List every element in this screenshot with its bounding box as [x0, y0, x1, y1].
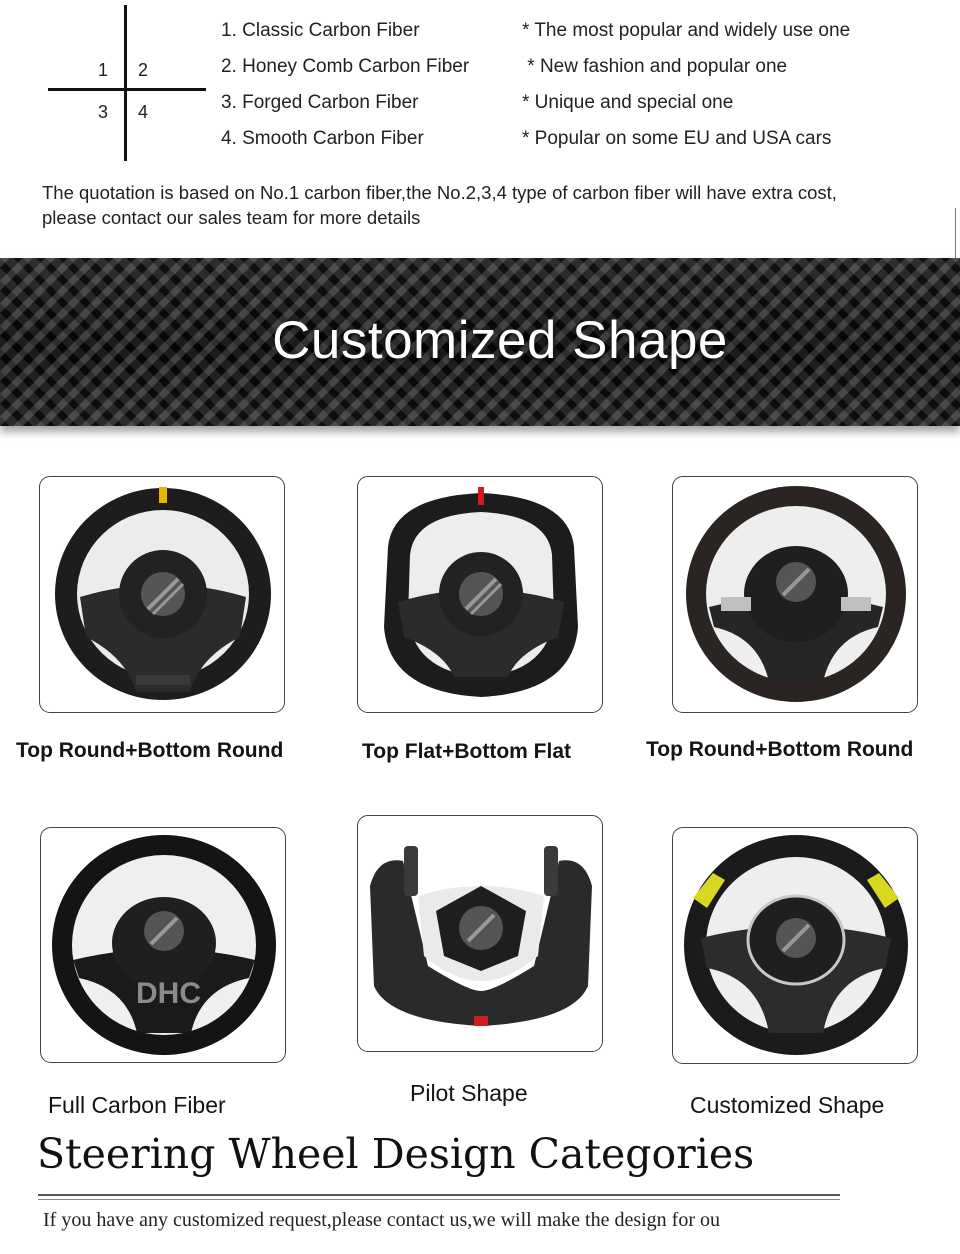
- quadrant-number-2: 2: [138, 60, 149, 80]
- carbon-type-row: [221, 92, 941, 128]
- carbon-type-note: * Popular on some EU and USA cars: [522, 128, 832, 149]
- banner-title: Customized Shape: [272, 311, 728, 370]
- footer-rule-thin: [38, 1199, 840, 1200]
- footer-title: Steering Wheel Design Categories: [37, 1130, 755, 1178]
- carbon-type-row: [221, 128, 941, 164]
- carbon-type-name: 4. Smooth Carbon Fiber: [221, 128, 424, 149]
- footer-rule: [38, 1194, 840, 1196]
- product-card[interactable]: [39, 476, 285, 713]
- quadrant-horizontal-line: [48, 88, 206, 91]
- quadrant-vertical-line: [124, 5, 127, 161]
- quadrant-number-3: 3: [98, 102, 109, 122]
- carbon-type-row: [221, 56, 941, 92]
- carbon-type-name: 2. Honey Comb Carbon Fiber: [221, 56, 470, 77]
- carbon-type-note: * Unique and special one: [522, 92, 734, 113]
- edge-divider: [955, 208, 956, 260]
- quotation-line-1: The quotation is based on No.1 carbon fiber,the No.2,3,4 type of carbon fiber will have extra cost,: [42, 182, 837, 203]
- product-card[interactable]: [40, 827, 286, 1063]
- steering-wheel-image: [673, 828, 918, 1064]
- carbon-fiber-banner: [0, 258, 960, 426]
- steering-wheel-image: [358, 477, 603, 713]
- steering-wheel-image: [358, 816, 603, 1052]
- product-card[interactable]: [672, 827, 918, 1064]
- carbon-type-name: 1. Classic Carbon Fiber: [221, 20, 420, 41]
- product-caption: Top Round+Bottom Round: [646, 738, 914, 761]
- footer-note: If you have any customized request,please contact us,we will make the design for ou: [43, 1209, 721, 1231]
- quadrant-number-4: 4: [138, 102, 149, 122]
- product-caption: Full Carbon Fiber: [48, 1092, 226, 1118]
- quotation-note: [42, 180, 942, 230]
- carbon-type-name: 3. Forged Carbon Fiber: [221, 92, 419, 113]
- quotation-line-2: please contact our sales team for more details: [42, 207, 421, 228]
- product-caption: Top Flat+Bottom Flat: [362, 740, 572, 763]
- carbon-type-note: * The most popular and widely use one: [522, 20, 851, 41]
- quadrant-number-1: 1: [98, 60, 109, 80]
- product-caption: Pilot Shape: [410, 1080, 528, 1106]
- steering-wheel-image: [673, 477, 918, 713]
- product-caption: Top Round+Bottom Round: [16, 739, 284, 762]
- steering-wheel-image: [41, 828, 286, 1063]
- steering-wheel-image: [40, 477, 285, 713]
- watermark-text: DHC: [136, 977, 201, 1010]
- carbon-type-note: * New fashion and popular one: [522, 56, 788, 77]
- carbon-type-quadrant: [48, 5, 208, 163]
- product-card[interactable]: [357, 476, 603, 713]
- product-caption: Customized Shape: [690, 1092, 885, 1118]
- carbon-type-list: [221, 20, 941, 164]
- product-card[interactable]: [357, 815, 603, 1052]
- carbon-type-row: [221, 20, 941, 56]
- product-card[interactable]: [672, 476, 918, 713]
